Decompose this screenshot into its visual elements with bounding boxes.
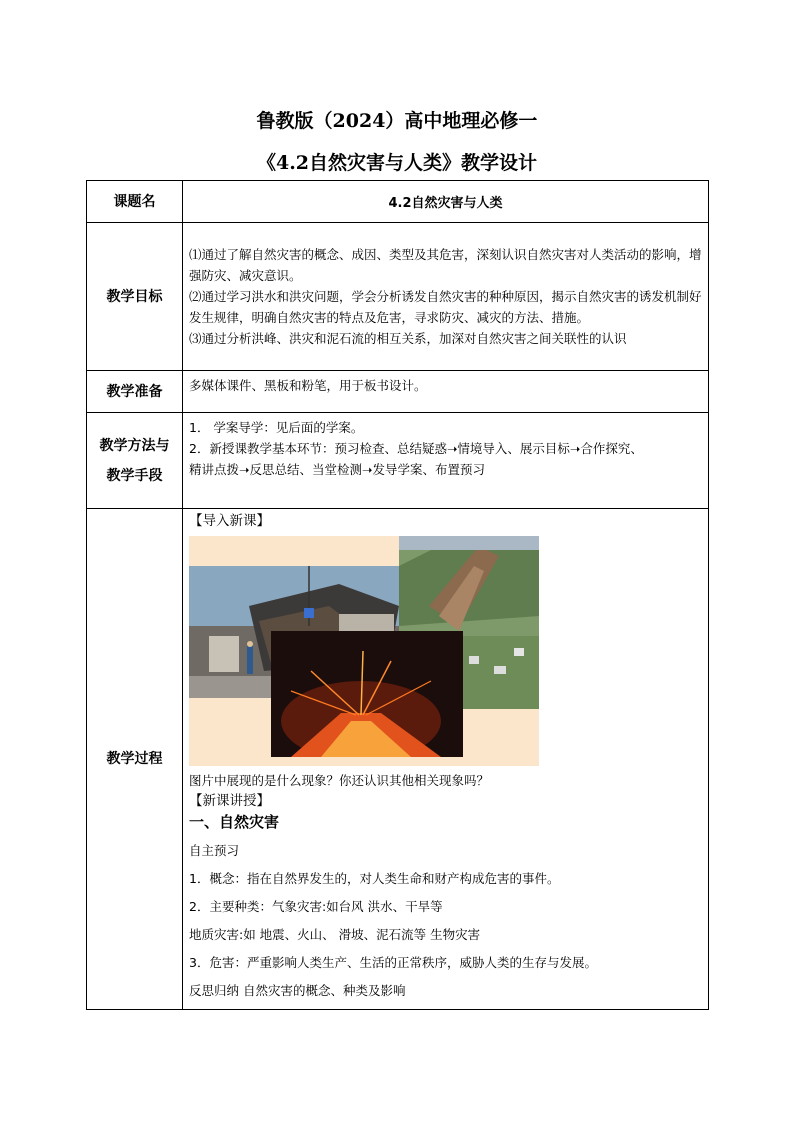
topic-label: 课题名 xyxy=(87,181,183,223)
row-methods xyxy=(87,413,709,509)
process-line: 地质灾害:如 地震、火山、 滑坡、泥石流等 生物灾害 xyxy=(189,927,481,942)
disaster-photo-collage xyxy=(189,536,539,766)
document-subtitle: 《4.2自然灾害与人类》教学设计 xyxy=(256,152,538,174)
methods-content xyxy=(183,413,709,509)
process-line: 自主预习 xyxy=(189,843,240,858)
topic-value: 4.2自然灾害与人类 xyxy=(183,181,709,223)
process-line: 1．概念：指在自然界发生的，对人类生命和财产构成危害的事件。 xyxy=(189,871,560,886)
lesson-plan-table xyxy=(86,180,709,1010)
methods-label-line1: 教学方法与 xyxy=(99,437,170,454)
row-prep xyxy=(87,371,709,413)
method-item: 精讲点拨➝反思总结、当堂检测➝发导学案、布置预习 xyxy=(189,462,485,477)
volcano-photo xyxy=(271,631,463,757)
new-lesson-heading: 【新课讲授】 xyxy=(189,793,270,809)
goal-item: ⑴通过了解自然灾害的概念、成因、类型及其危害，深刻认识自然灾害对人类活动的影响，增强防灾、减灾意识。 xyxy=(189,247,702,283)
goals-content xyxy=(183,223,709,371)
process-line: 反思归纳 自然灾害的概念、种类及影响 xyxy=(189,983,406,998)
process-lines xyxy=(189,837,702,1005)
section-title: 一、自然灾害 xyxy=(189,813,280,831)
row-topic xyxy=(87,181,709,223)
document-title: 鲁教版（2024）高中地理必修一 xyxy=(256,110,538,132)
goal-item: ⑵通过学习洪水和洪灾问题，学会分析诱发自然灾害的种种原因，揭示自然灾害的诱发机制好发生规律，明确自然灾害的特点及危害，寻求防灾、减灾的方法、措施。 xyxy=(189,289,702,325)
process-line: 2．主要种类：气象灾害:如台风 洪水、干旱等 xyxy=(189,899,443,914)
intro-heading: 【导入新课】 xyxy=(189,513,270,529)
goals-label: 教学目标 xyxy=(87,223,183,371)
method-item: 2．新授课教学基本环节：预习检查、总结疑惑➝情境导入、展示目标➝合作探究、 xyxy=(189,441,643,456)
method-item: 1． 学案导学：见后面的学案。 xyxy=(189,420,364,435)
row-process xyxy=(87,509,709,1010)
methods-label-line2: 教学手段 xyxy=(106,467,163,484)
process-content xyxy=(183,509,709,1010)
methods-label xyxy=(87,413,183,509)
prep-label: 教学准备 xyxy=(87,371,183,413)
process-line: 3．危害：严重影响人类生产、生活的正常秩序，威胁人类的生存与发展。 xyxy=(189,955,597,970)
row-goals xyxy=(87,223,709,371)
intro-question: 图片中展现的是什么现象？你还认识其他相关现象吗？ xyxy=(189,773,490,788)
process-label: 教学过程 xyxy=(87,509,183,1010)
prep-value: 多媒体课件、黑板和粉笔，用于板书设计。 xyxy=(183,371,709,413)
goal-item: ⑶通过分析洪峰、洪灾和泥石流的相互关系，加深对自然灾害之间关联性的认识 xyxy=(189,331,627,346)
